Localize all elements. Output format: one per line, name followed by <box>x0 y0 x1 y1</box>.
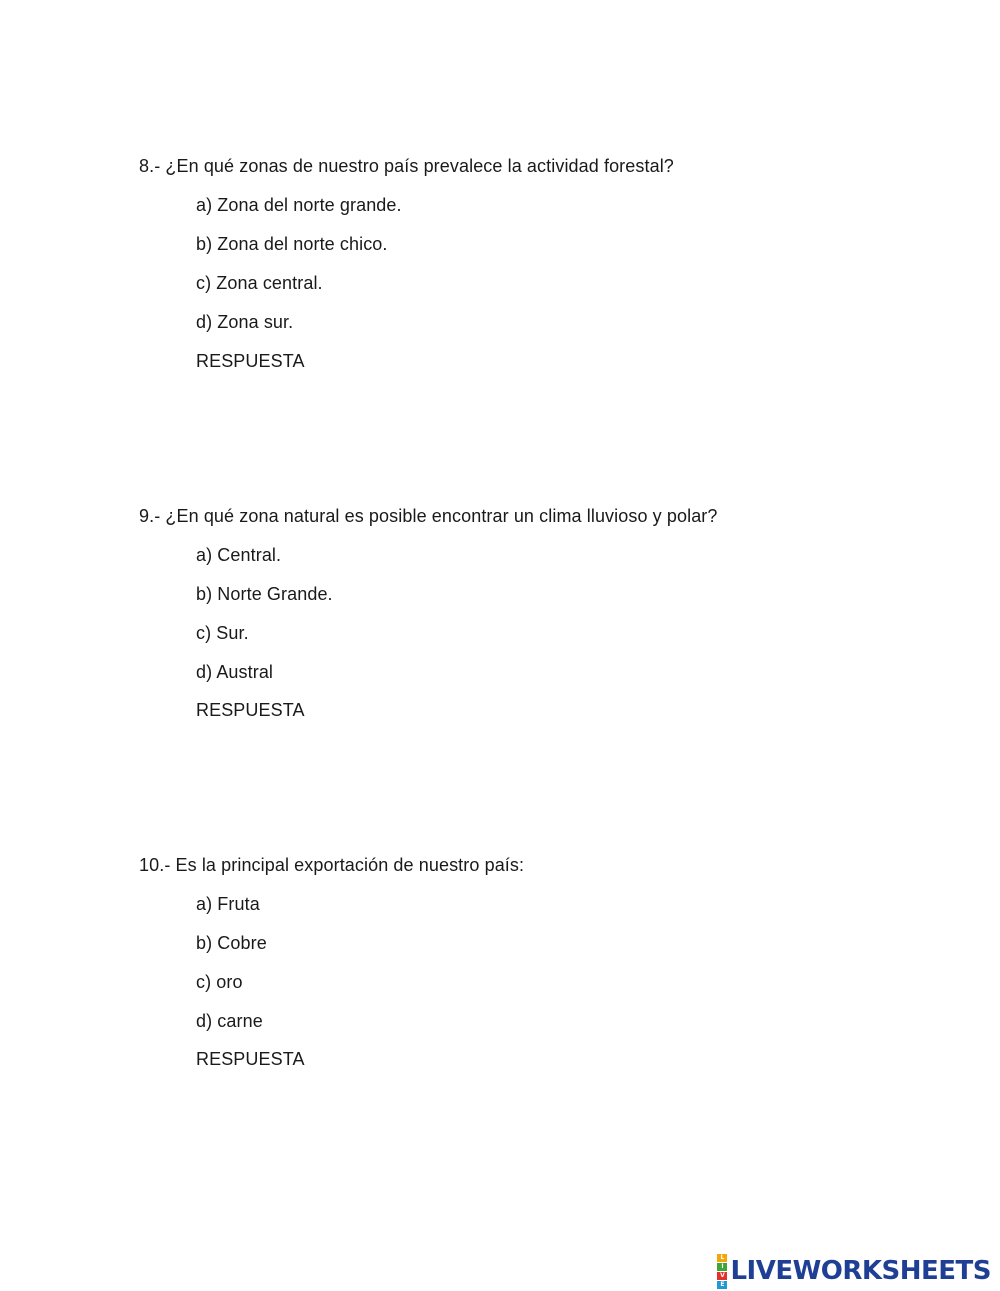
option-c: c) Zona central. <box>196 273 323 293</box>
option-d: d) carne <box>196 1011 263 1031</box>
answer-label: RESPUESTA <box>196 1049 305 1069</box>
option-a: a) Fruta <box>196 894 260 914</box>
liveworksheets-logo <box>717 1253 991 1288</box>
option-b: b) Cobre <box>196 933 267 953</box>
logo-text: LIVEWORKSHEETS <box>730 1256 991 1286</box>
logo-block: L <box>717 1254 727 1262</box>
option-d: d) Austral <box>196 662 274 682</box>
option-c: c) Sur. <box>196 623 249 643</box>
option-c: c) oro <box>196 972 243 992</box>
logo-block: I <box>717 1263 727 1271</box>
option-b: b) Norte Grande. <box>196 584 333 604</box>
question-prompt: 9.- ¿En qué zona natural es posible encontrar un clima lluvioso y polar? <box>139 506 718 526</box>
logo-block: E <box>717 1281 727 1289</box>
option-b: b) Zona del norte chico. <box>196 234 388 254</box>
logo-block: V <box>717 1272 727 1280</box>
option-a: a) Central. <box>196 545 282 565</box>
answer-label: RESPUESTA <box>196 351 305 371</box>
option-a: a) Zona del norte grande. <box>196 195 402 215</box>
question-prompt: 8.- ¿En qué zonas de nuestro país prevalece la actividad forestal? <box>139 156 674 176</box>
logo-blocks-icon <box>717 1254 727 1289</box>
answer-label: RESPUESTA <box>196 700 305 720</box>
option-d: d) Zona sur. <box>196 312 294 332</box>
question-prompt: 10.- Es la principal exportación de nuestro país: <box>139 855 525 875</box>
